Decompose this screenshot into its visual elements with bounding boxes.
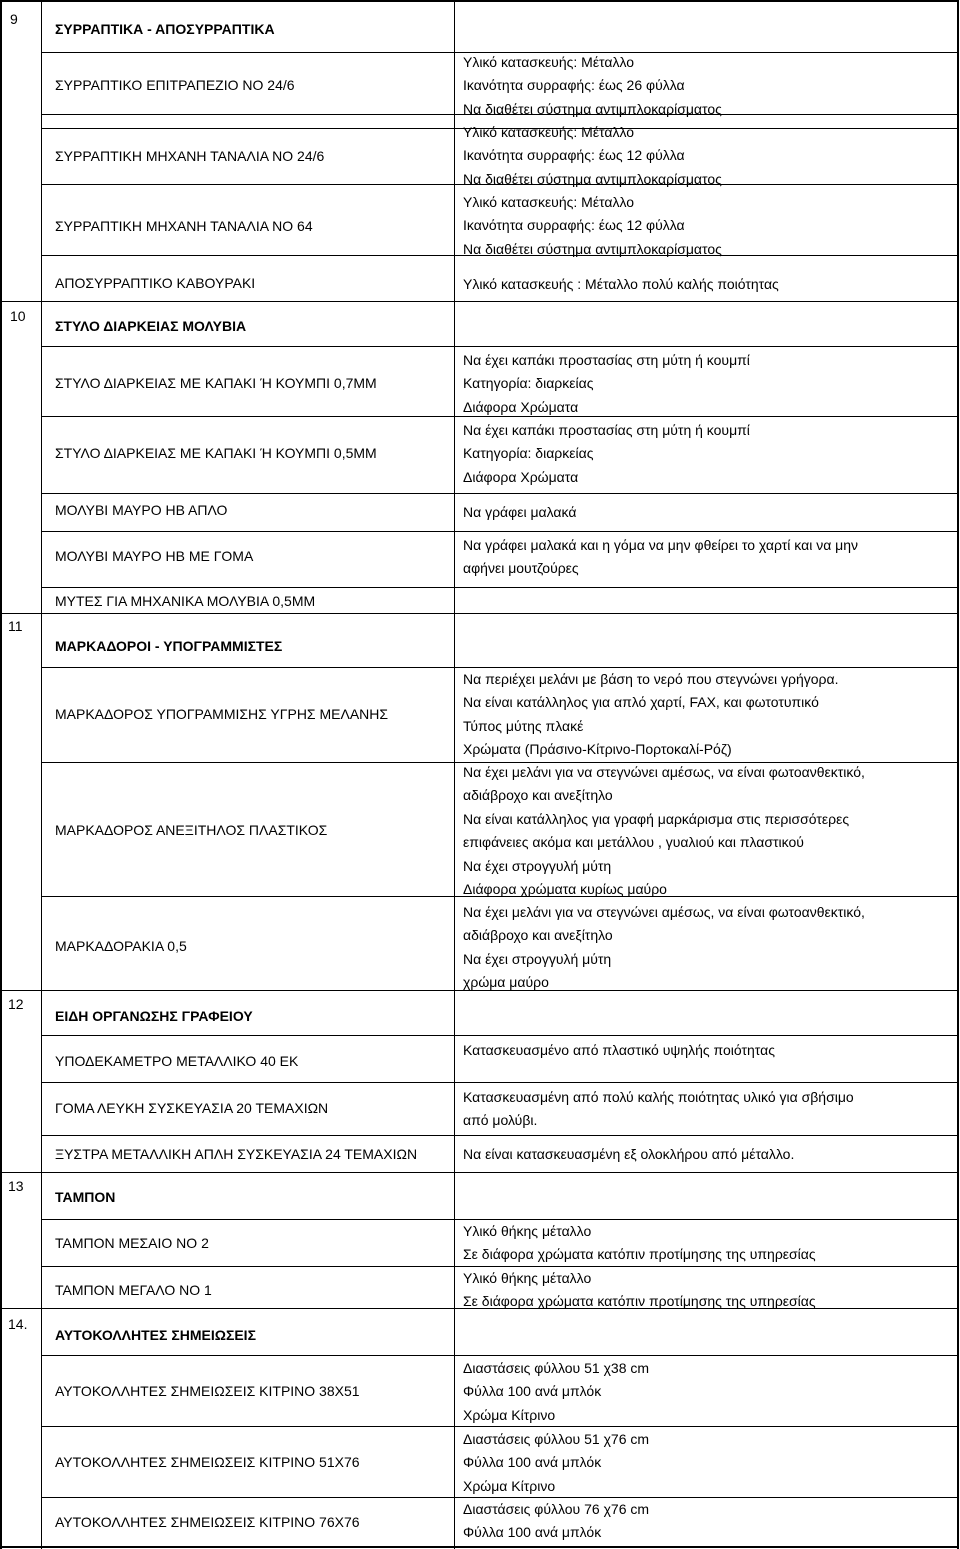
spec-line: αφήνει μουτζούρες [463, 560, 579, 577]
table-border-top [0, 0, 959, 2]
spec-line: Να διαθέτει σύστημα αντιμπλοκαρίσματος [463, 240, 722, 257]
row-divider-item [42, 1355, 454, 1356]
row-divider-spec [455, 1355, 957, 1356]
spec-line: Χρώματα (Πράσινο-Κίτρινο-Πορτοκαλί-Ρόζ) [463, 741, 732, 758]
spec-line: Να περιέχει μελάνι με βάση το νερό που στεγνώνει γρήγορα. [463, 671, 839, 687]
row-divider-item [42, 896, 454, 897]
spec-line: Να έχει στρογγυλή μύτη [463, 950, 612, 967]
spec-line: Να είναι κατάλληλος για απλό χαρτί, FAX, και φωτοτυπικό [463, 694, 819, 711]
spec-line: Να είναι κατασκευασμένη εξ ολοκλήρου από μέταλλο. [463, 1146, 795, 1162]
spec-line: Υλικό κατασκευής: Μέταλλο [463, 194, 635, 210]
spec-line: Υλικό κατασκευής: Μέταλλο [463, 124, 635, 140]
item-name: ΥΠΟΔΕΚΑΜΕΤΡΟ ΜΕΤΑΛΛΙΚΟ 40 ΕΚ [55, 1053, 299, 1069]
row-divider-item [42, 1426, 454, 1427]
spec-line: Διάφορα χρώματα κυρίως μαύρο [463, 881, 667, 897]
spec-line: Διαστάσεις φύλλου 76 χ76 cm [463, 1501, 650, 1517]
item-name: ΤΑΜΠΟΝ ΜΕΓΑΛΟ ΝΟ 1 [55, 1282, 212, 1298]
spec-line: Να έχει στρογγυλή μύτη [463, 857, 612, 874]
table-border-bottom [0, 1546, 959, 1548]
spec-line: Χρώμα Κίτρινο [463, 1477, 556, 1494]
column-divider-spec [454, 0, 455, 1549]
spec-line: Διάφορα Χρώματα [463, 398, 579, 415]
spec-line: Φύλλα 100 ανά μπλόκ [463, 1383, 602, 1400]
section-number: 13 [8, 1178, 24, 1194]
section-title: ΑΥΤΟΚΟΛΛΗΤΕΣ ΣΗΜΕΙΩΣΕΙΣ [55, 1327, 256, 1343]
row-divider-item [42, 1082, 454, 1083]
section-title: ΣΤΥΛΟ ΔΙΑΡΚΕΙΑΣ ΜΟΛΥΒΙΑ [55, 318, 247, 334]
spec-line: Να διαθέτει σύστημα αντιμπλοκαρίσματος [463, 170, 722, 187]
spec-line: Υλικό θήκης μέταλλο [463, 1223, 592, 1239]
row-divider-item [42, 587, 454, 588]
spec-line: Τύπος μύτης πλακέ [463, 717, 584, 734]
spec-line: Διαστάσεις φύλλου 51 χ76 cm [463, 1431, 650, 1447]
section-title: ΜΑΡΚΑΔΟΡΟΙ - ΥΠΟΓΡΑΜΜΙΣΤΕΣ [55, 638, 283, 654]
row-divider-item [42, 1497, 454, 1498]
spec-line: αδιάβροχο και ανεξίτηλο [463, 927, 613, 944]
row-divider-spec [455, 587, 957, 588]
spec-line: Φύλλα 100 ανά μπλόκ [463, 1454, 602, 1471]
item-name: ΜΑΡΚΑΔΟΡΑΚΙΑ 0,5 [55, 938, 187, 954]
spec-line: Να διαθέτει σύστημα αντιμπλοκαρίσματος [463, 100, 722, 117]
item-name: ΞΥΣΤΡΑ ΜΕΤΑΛΛΙΚΗ ΑΠΛΗ ΣΥΣΚΕΥΑΣΙΑ 24 ΤΕΜΑΧΙΩΝ [55, 1146, 418, 1162]
row-divider-item [42, 346, 454, 347]
spec-line: Να έχει καπάκι προστασίας στη μύτη ή κουμπί [463, 352, 750, 368]
item-name: ΜΟΛΥΒΙ ΜΑΥΡΟ ΗΒ ΑΠΛΟ [55, 502, 228, 518]
spec-line: Διαστάσεις φύλλου 51 χ38 cm [463, 1360, 650, 1376]
row-divider-item [42, 1219, 454, 1220]
row-divider-item [42, 184, 454, 185]
spec-line: Ικανότητα συρραφής: έως 12 φύλλα [463, 217, 685, 234]
row-divider-item [42, 531, 454, 532]
spec-line: Κατασκευασμένο από πλαστικό υψηλής ποιότητας [463, 1042, 775, 1058]
row-divider-item [42, 52, 454, 53]
item-name: ΑΠΟΣΥΡΡΑΠΤΙΚΟ ΚΑΒΟΥΡΑΚΙ [55, 275, 256, 291]
spec-line: Ικανότητα συρραφής: έως 26 φύλλα [463, 77, 685, 94]
item-name: ΑΥΤΟΚΟΛΛΗΤΕΣ ΣΗΜΕΙΩΣΕΙΣ ΚΙΤΡΙΝΟ 51Χ76 [55, 1454, 360, 1470]
item-name: ΣΥΡΡΑΠΤΙΚΟ ΕΠΙΤΡΑΠΕΖΙΟ ΝΟ 24/6 [55, 77, 295, 93]
spec-line: Φύλλα 100 ανά μπλόκ [463, 1524, 602, 1541]
row-divider-spec [455, 346, 957, 347]
spec-line: Υλικό κατασκευής : Μέταλλο πολύ καλής ποιότητας [463, 276, 779, 292]
row-divider-item [42, 1266, 454, 1267]
spec-line: Κατασκευασμένη από πολύ καλής ποιότητας υλικό για σβήσιμο [463, 1089, 854, 1105]
row-divider-spec [455, 531, 957, 532]
spec-line: Να γράφει μαλακά [463, 504, 577, 520]
section-title: ΣΥΡΡΑΠΤΙΚΑ - ΑΠΟΣΥΡΡΑΠΤΙΚΑ [55, 21, 275, 37]
item-name: ΤΑΜΠΟΝ ΜΕΣΑΙΟ ΝΟ 2 [55, 1235, 209, 1251]
spec-line: Ικανότητα συρραφής: έως 12 φύλλα [463, 147, 685, 164]
item-name: ΣΤΥΛΟ ΔΙΑΡΚΕΙΑΣ ΜΕ ΚΑΠΑΚΙ Ή ΚΟΥΜΠΙ 0,5ΜΜ [55, 445, 377, 461]
item-name: ΣΥΡΡΑΠΤΙΚΗ ΜΗΧΑΝΗ ΤΑΝΑΛΙΑ ΝΟ 24/6 [55, 148, 325, 164]
section-number: 10 [10, 308, 26, 324]
item-name: ΣΥΡΡΑΠΤΙΚΗ ΜΗΧΑΝΗ ΤΑΝΑΛΙΑ ΝΟ 64 [55, 218, 313, 234]
section-number: 11 [8, 618, 23, 634]
row-divider-item [42, 255, 454, 256]
spec-line: Κατηγορία: διαρκείας [463, 375, 594, 392]
section-number: 14. [8, 1316, 28, 1332]
row-divider-spec [455, 1035, 957, 1036]
spec-line: Να έχει μελάνι για να στεγνώνει αμέσως, να είναι φωτοανθεκτικό, [463, 904, 865, 920]
spec-line: Υλικό θήκης μέταλλο [463, 1270, 592, 1286]
row-divider-item [42, 128, 454, 129]
section-divider [0, 301, 959, 302]
row-divider-item [42, 416, 454, 417]
spec-line: Σε διάφορα χρώματα κατόπιν προτίμησης της υπηρεσίας [463, 1246, 816, 1263]
table-border-right [957, 0, 959, 1549]
row-divider-spec [455, 1082, 957, 1083]
row-divider-item [42, 762, 454, 763]
item-name: ΑΥΤΟΚΟΛΛΗΤΕΣ ΣΗΜΕΙΩΣΕΙΣ ΚΙΤΡΙΝΟ 38Χ51 [55, 1383, 360, 1399]
spec-line: Να είναι κατάλληλος για γραφή μαρκάρισμα στις περισσότερες [463, 810, 850, 827]
row-divider-item [42, 1035, 454, 1036]
section-divider [0, 1172, 959, 1173]
item-name: ΓΟΜΑ ΛΕΥΚΗ ΣΥΣΚΕΥΑΣΙΑ 20 ΤΕΜΑΧΙΩΝ [55, 1100, 329, 1116]
table-border-left [0, 0, 2, 1549]
section-title: ΕΙΔΗ ΟΡΓΑΝΩΣΗΣ ΓΡΑΦΕΙΟΥ [55, 1008, 253, 1024]
row-divider-spec [455, 1135, 957, 1136]
spec-line: αδιάβροχο και ανεξίτηλο [463, 787, 613, 804]
row-divider-item [42, 493, 454, 494]
row-divider-item [42, 114, 454, 115]
spec-line: Υλικό κατασκευής: Μέταλλο [463, 54, 635, 70]
row-divider-spec [455, 493, 957, 494]
row-divider-item [42, 667, 454, 668]
spec-line: Κατηγορία: διαρκείας [463, 445, 594, 462]
spec-line: Χρώμα Κίτρινο [463, 1406, 556, 1423]
item-name: ΣΤΥΛΟ ΔΙΑΡΚΕΙΑΣ ΜΕ ΚΑΠΑΚΙ Ή ΚΟΥΜΠΙ 0,7ΜΜ [55, 375, 377, 391]
section-number: 12 [8, 996, 24, 1012]
spec-line: Να γράφει μαλακά και η γόμα να μην φθείρει το χαρτί και να μην [463, 537, 859, 553]
item-name: ΜΥΤΕΣ ΓΙΑ ΜΗΧΑΝΙΚΑ ΜΟΛΥΒΙΑ 0,5ΜΜ [55, 593, 316, 609]
column-divider-number [41, 0, 42, 1549]
spec-line: Διάφορα Χρώματα [463, 468, 579, 485]
spec-line: από μολύβι. [463, 1112, 538, 1129]
section-title: ΤΑΜΠΟΝ [55, 1189, 116, 1205]
item-name: ΜΑΡΚΑΔΟΡΟΣ ΥΠΟΓΡΑΜΜΙΣΗΣ ΥΓΡΗΣ ΜΕΛΑΝΗΣ [55, 706, 389, 722]
spec-line: Να έχει καπάκι προστασίας στη μύτη ή κουμπί [463, 422, 750, 438]
item-name: ΜΑΡΚΑΔΟΡΟΣ ΑΝΕΞΙΤΗΛΟΣ ΠΛΑΣΤΙΚΟΣ [55, 822, 328, 838]
item-name: ΜΟΛΥΒΙ ΜΑΥΡΟ ΗΒ ΜΕ ΓΟΜΑ [55, 548, 254, 564]
row-divider-item [42, 1135, 454, 1136]
section-number: 9 [10, 11, 18, 27]
spec-line: χρώμα μαύρο [463, 974, 549, 991]
spec-line: Σε διάφορα χρώματα κατόπιν προτίμησης της υπηρεσίας [463, 1293, 816, 1310]
item-name: ΑΥΤΟΚΟΛΛΗΤΕΣ ΣΗΜΕΙΩΣΕΙΣ ΚΙΤΡΙΝΟ 76Χ76 [55, 1514, 360, 1530]
spec-line: Να έχει μελάνι για να στεγνώνει αμέσως, να είναι φωτοανθεκτικό, [463, 764, 865, 780]
spec-line: επιφάνειες ακόμα και μετάλλου , γυαλιού και πλαστικού [463, 834, 804, 851]
